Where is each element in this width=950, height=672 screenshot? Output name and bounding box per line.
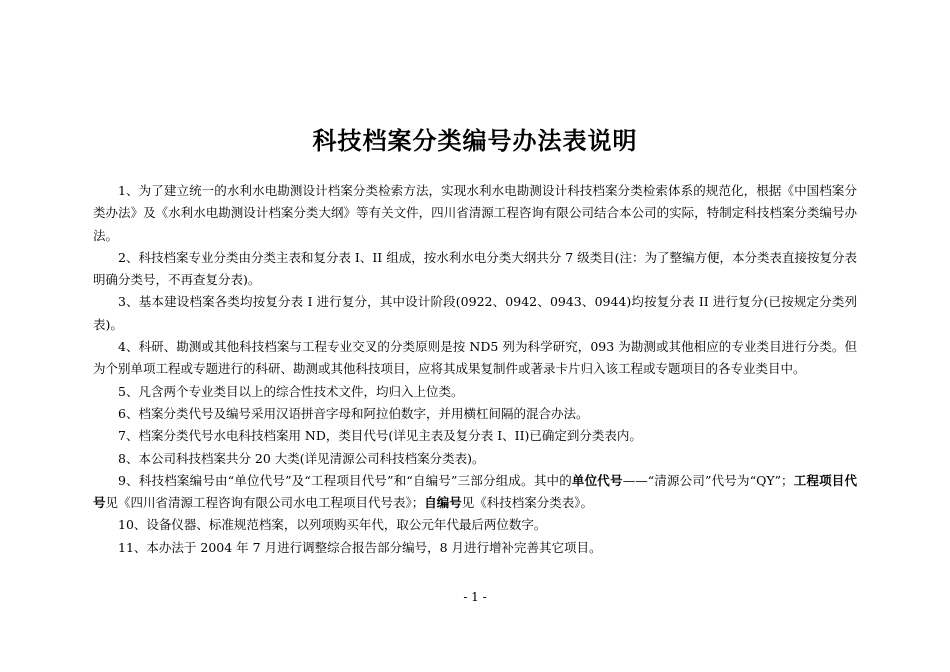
paragraph-9-text-2: ——“清源公司”代号为“QY”；: [622, 472, 794, 488]
unit-code-term: 单位代号: [571, 472, 623, 488]
paragraph-10: 10、设备仪器、标准规范档案，以列项购买年代，取公元年代最后两位数字。: [118, 517, 547, 533]
paragraph-4: 4、科研、勘测或其他科技档案与工程专业交叉的分类原则是按 ND5 列为科学研究，093 为勘测或其他相应的专业类目进行分类。但为个别单项工程或专题进行的科研、勘测或其他科技项目，应将其成果复制件或著录卡片归入该工程或专题项目的各专业类目中。: [93, 339, 857, 377]
paragraph-9-text-1: 9、科技档案编号由“单位代号”及“工程项目代号”和“自编号”三部分组成。其中的: [118, 472, 572, 488]
page-title: 科技档案分类编号办法表说明: [312, 127, 638, 155]
paragraph-7: 7、档案分类代号水电科技档案用 ND，类目代号(详见主表及复分表 I、II)已确定到分类表内。: [118, 428, 642, 444]
paragraph-6: 6、档案分类代号及编号采用汉语拼音字母和阿拉伯数字，并用横杠间隔的混合办法。: [118, 405, 589, 421]
paragraph-11: 11、本办法于 2004 年 7 月进行调整综合报告部分编号，8 月进行增补完善其它项目。: [118, 539, 602, 555]
paragraph-9-text-4: 见《科技档案分类表》。: [461, 495, 594, 511]
paragraph-3: 3、基本建设档案各类均按复分表 I 进行复分，其中设计阶段(0922、0942、0943、0944)均按复分表 II 进行复分(已按规定分类列表)。: [93, 294, 857, 332]
paragraph-8: 8、本公司科技档案共分 20 大类(详见清源公司科技档案分类表)。: [118, 450, 485, 466]
self-number-term: 自编号: [424, 495, 462, 511]
paragraph-1: 1、为了建立统一的水利水电勘测设计档案分类检索方法，实现水利水电勘测设计科技档案分类检索体系的规范化，根据《中国档案分类办法》及《水利水电勘测设计档案分类大纲》等有关文件，四川省清源工程咨询有限公司结合本公司的实际，特制定科技档案分类编号办法。: [93, 183, 857, 243]
paragraph-9-text-3: 见《四川省清源工程咨询有限公司水电工程项目代号表》；: [105, 495, 425, 511]
paragraph-9: [93, 470, 857, 515]
page-number: - 1 -: [463, 590, 487, 604]
paragraph-5: 5、凡含两个专业类目以上的综合性技术文件，均归入上位类。: [118, 383, 464, 399]
paragraph-2: 2、科技档案专业分类由分类主表和复分表 I、II 组成，按水利水电分类大纲共分 7 级类目(注：为了整编方便，本分类表直接按复分表明确分类号，不再查复分表)。: [93, 249, 857, 288]
document-body: [93, 180, 857, 559]
project-code-term: 工程项目代号: [93, 472, 857, 511]
